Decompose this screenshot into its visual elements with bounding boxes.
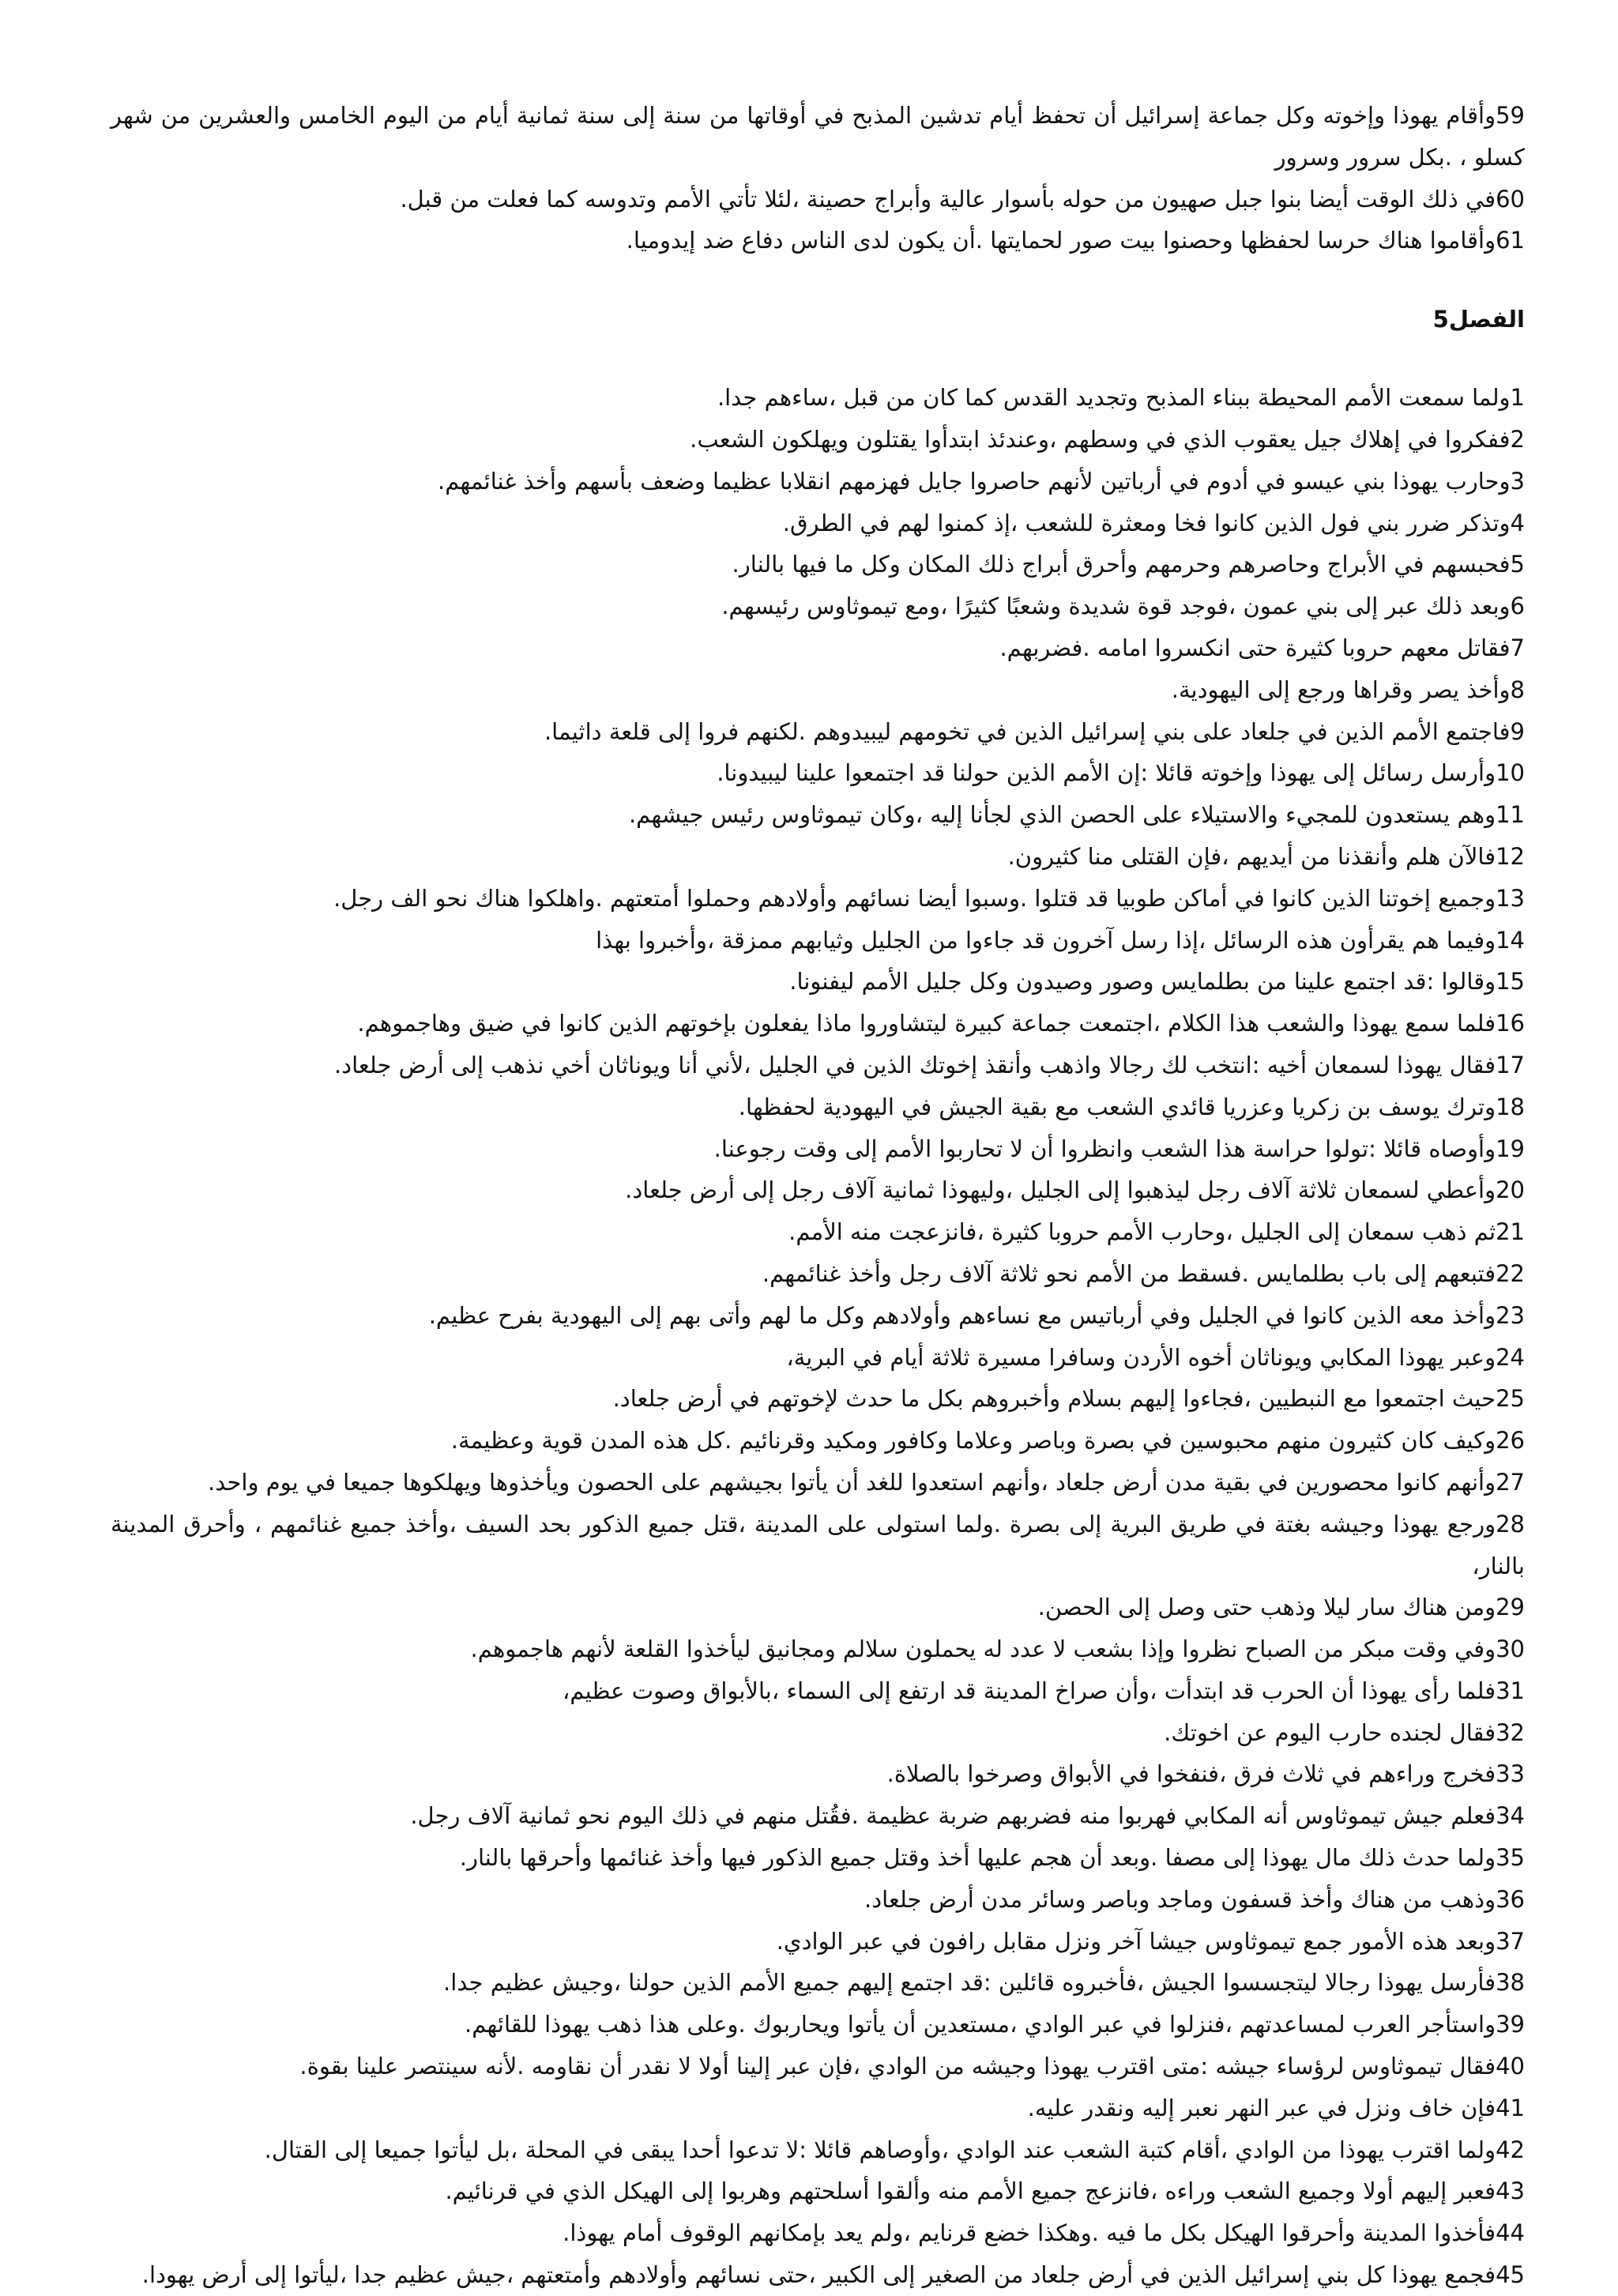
verse-text: فأخذوا المدينة وأحرقوا الهيكل بكل ما فيه .وهكذا خضع قرنايم ،ولم يعد بإمكانهم الوقوف أمام يهوذا. (563, 2219, 1496, 2247)
verse-number: 5 (1510, 551, 1525, 578)
verse-text: وهم يستعدون للمجيء والاستيلاء على الحصن الذي لجأنا إليه ،وكان تيموثاوس رئيس جيشهم. (628, 801, 1496, 829)
verse-10 (111, 752, 1525, 794)
verse-number: 4 (1510, 509, 1525, 536)
verse-34 (111, 1795, 1525, 1837)
verse-59 (111, 95, 1525, 179)
verse-3 (111, 461, 1525, 502)
verse-42 (111, 2129, 1525, 2171)
verse-21 (111, 1211, 1525, 1253)
verse-number: 42 (1496, 2136, 1525, 2163)
verse-text: ففكروا في إهلاك جيل يعقوب الذي في وسطهم ،وعندئذ ابتدأوا يقتلون ويهلكون الشعب. (690, 425, 1511, 453)
verse-number: 3 (1510, 467, 1525, 495)
verse-number: 9 (1510, 717, 1525, 745)
verse-text: فخرج وراءهم في ثلاث فرق ،فنفخوا في الأبواق وصرخوا بالصلاة. (886, 1760, 1496, 1788)
verse-number: 26 (1496, 1427, 1525, 1455)
verse-23 (111, 1295, 1525, 1337)
verse-number: 28 (1496, 1510, 1525, 1538)
verse-number: 24 (1496, 1343, 1525, 1371)
verse-18 (111, 1086, 1525, 1128)
verse-25 (111, 1378, 1525, 1420)
verse-8 (111, 669, 1525, 711)
verse-text: فتبعهم إلى باب بطلمايس .فسقط من الأمم نحو ثلاثة آلاف رجل وأخذ غنائمهم. (762, 1259, 1496, 1287)
verse-13 (111, 878, 1525, 920)
verse-45 (111, 2254, 1525, 2296)
verse-number: 25 (1496, 1385, 1525, 1413)
verse-text: حيث اجتمعوا مع النبطيين ،فجاءوا إليهم بسلام وأخبروهم بكل ما حدث لإخوتهم في أرض جلعاد. (612, 1385, 1496, 1413)
verse-number: 11 (1496, 801, 1525, 829)
verse-number: 6 (1510, 593, 1525, 620)
verse-text: وأعطي لسمعان ثلاثة آلاف رجل ليذهبوا إلى الجليل ،وليهوذا ثمانية آلاف رجل إلى أرض جلعاد. (625, 1176, 1496, 1204)
verse-number: 23 (1496, 1301, 1525, 1329)
verse-number: 31 (1496, 1677, 1525, 1704)
verse-text: وترك يوسف بن زكريا وعزريا قائدي الشعب مع بقية الجيش في اليهودية لحفظها. (738, 1093, 1496, 1120)
verse-40 (111, 2046, 1525, 2087)
verse-text: وأخذ معه الذين كانوا في الجليل وفي أرباتيس مع نساءهم وأولادهم وكل ما لهم وأتى بهم إلى اليهودية بفرح عظيم. (428, 1301, 1496, 1329)
verse-number: 29 (1496, 1594, 1525, 1621)
verse-38 (111, 1962, 1525, 2004)
verse-4 (111, 502, 1525, 544)
verse-number: 39 (1496, 2011, 1525, 2038)
chapter-number: 5 (1432, 306, 1449, 333)
verse-text: فقال لجنده حارب اليوم عن اخوتك. (1164, 1718, 1496, 1746)
verse-number: 15 (1496, 968, 1525, 996)
verse-32 (111, 1712, 1525, 1754)
verse-number: 36 (1496, 1885, 1525, 1913)
verse-text: وأرسل رسائل إلى يهوذا وإخوته قائلا :إن الأمم الذين حولنا قد اجتمعوا علينا ليبيدونا. (717, 759, 1496, 787)
verse-text: وأقام يهوذا وإخوته وكل جماعة إسرائيل أن تحفظ أيام تدشين المذبح في أوقاتها من سنة إلى سنة ثمانية أيام من اليوم الخامس والعشرين من شهر كسلو ، .بكل سرور وسرور (111, 102, 1525, 171)
verse-text: وفيما هم يقرأون هذه الرسائل ،إذا رسل آخرون قد جاءوا من الجليل وثيابهم ممزقة ،وأخبروا بهذا (596, 926, 1496, 954)
verse-number: 21 (1496, 1218, 1525, 1246)
verse-5 (111, 544, 1525, 585)
verse-36 (111, 1879, 1525, 1921)
verse-number: 2 (1510, 425, 1525, 453)
verse-text: فأرسل يهوذا رجالا ليتجسسوا الجيش ،فأخبروه قائلين :قد اجتمع إليهم جميع الأمم الذين حولنا ،وجيش عظيم جدا. (443, 1969, 1496, 1997)
chapter-label: الفصل (1448, 306, 1525, 333)
verse-text: فقال يهوذا لسمعان أخيه :انتخب لك رجالا واذهب وأنقذ إخوتك الذين في الجليل ،لأني أنا ويوناثان أخي نذهب إلى أرض جلعاد. (333, 1051, 1496, 1078)
verse-text: فعلم جيش تيموثاوس أنه المكابي فهربوا منه فضربهم ضربة عظيمة .فقُتل منهم في ذلك اليوم نحو ثمانية آلاف رجل. (410, 1802, 1496, 1830)
verse-number: 35 (1496, 1844, 1525, 1872)
verse-text: وأوصاه قائلا :تولوا حراسة هذا الشعب وانظروا أن لا تحاربوا الأمم إلى وقت رجوعنا. (713, 1135, 1496, 1162)
verse-text: فقال تيموثاوس لرؤساء جيشه :متى اقترب يهوذا وجيشه من الوادي ،فإن عبر إلينا أولا لا نقدر أن نقاومه .لأنه سينتصر علينا بقوة. (299, 2053, 1496, 2080)
verse-1 (111, 377, 1525, 419)
top-verses (111, 95, 1525, 262)
verse-text: واستأجر العرب لمساعدتهم ،فنزلوا في عبر الوادي ،مستعدين أن يأتوا ويحاربوك .وعلى هذا ذهب يهوذا للقائهم. (465, 2011, 1496, 2038)
verse-7 (111, 627, 1525, 669)
verse-number: 7 (1510, 634, 1525, 661)
verse-39 (111, 2004, 1525, 2046)
verse-text: ومن هناك سار ليلا وذهب حتى وصل إلى الحصن. (1037, 1594, 1496, 1621)
verse-61 (111, 220, 1525, 262)
verse-60 (111, 179, 1525, 220)
verse-text: فاجتمع الأمم الذين في جلعاد على بني إسرائيل الذين في تخومهم ليبيدوهم .لكنهم فروا إلى قلعة داثيما. (544, 717, 1511, 745)
verse-text: فقاتل معهم حروبا كثيرة حتى انكسروا امامه .فضربهم. (999, 634, 1511, 661)
verse-17 (111, 1044, 1525, 1086)
verse-35 (111, 1837, 1525, 1879)
verse-31 (111, 1670, 1525, 1712)
verse-28 (111, 1504, 1525, 1587)
verse-number: 61 (1496, 227, 1525, 254)
verse-number: 18 (1496, 1093, 1525, 1120)
verse-number: 20 (1496, 1176, 1525, 1204)
verse-20 (111, 1169, 1525, 1211)
verse-text: وحارب يهوذا بني عيسو في أدوم في أرباتين لأنهم حاصروا جايل فهزمهم انقلابا عظيما وضعف بأسهم وأخذ غنائمهم. (437, 467, 1511, 495)
verse-number: 37 (1496, 1927, 1525, 1955)
verse-text: وتذكر ضرر بني فول الذين كانوا فخا ومعثرة للشعب ،إذ كمنوا لهم في الطرق. (782, 509, 1511, 536)
verse-33 (111, 1753, 1525, 1795)
verse-number: 60 (1496, 185, 1525, 213)
verse-text: وعبر يهوذا المكابي ويوناثان أخوه الأردن وسافرا مسيرة ثلاثة أيام في البرية، (786, 1343, 1496, 1371)
verse-text: وفي وقت مبكر من الصباح نظروا وإذا بشعب لا عدد له يحملون سلالم ومجانيق ليأخذوا القلعة لأنهم هاجموهم. (470, 1635, 1496, 1663)
verse-29 (111, 1586, 1525, 1628)
verse-text: وبعد هذه الأمور جمع تيموثاوس جيشا آخر ونزل مقابل رافون في عبر الوادي. (776, 1927, 1496, 1955)
verse-text: ولما اقترب يهوذا من الوادي ،أقام كتبة الشعب عند الوادي ،وأوصاهم قائلا :لا تدعوا أحدا يبقى في المحلة ،بل ليأتوا جميعا إلى القتال. (264, 2136, 1496, 2163)
verse-number: 33 (1496, 1760, 1525, 1788)
verse-43 (111, 2170, 1525, 2212)
chapter-heading (111, 299, 1525, 340)
verse-22 (111, 1253, 1525, 1295)
verse-number: 44 (1496, 2219, 1525, 2247)
verse-number: 41 (1496, 2094, 1525, 2121)
verse-text: وكيف كان كثيرون منهم محبوسين في بصرة وباصر وعلاما وكافور ومكيد وقرنائيم .كل هذه المدن قوية وعظيمة. (450, 1427, 1496, 1455)
verse-text: وجميع إخوتنا الذين كانوا في أماكن طوبيا قد قتلوا .وسبوا أيضا نسائهم وأولادهم وحملوا أمتعتهم .واهلكوا هناك نحو الف رجل. (333, 884, 1496, 912)
verse-text: فالآن هلم وأنقذنا من أيديهم ،فإن القتلى منا كثيرون. (1007, 842, 1496, 870)
verse-text: فعبر إليهم أولا وجميع الشعب وراءه ،فانزعج جميع الأمم منه وألقوا أسلحتهم وهربوا إلى الهيكل الذي في قرنائيم. (445, 2177, 1496, 2205)
verse-number: 12 (1496, 842, 1525, 870)
verse-14 (111, 920, 1525, 962)
verse-44 (111, 2212, 1525, 2254)
verse-37 (111, 1921, 1525, 1963)
verse-number: 1 (1510, 384, 1525, 412)
verse-41 (111, 2087, 1525, 2129)
verse-text: فجمع يهوذا كل بني إسرائيل الذين في أرض جلعاد من الصغير إلى الكبير ،حتى نسائهم وأولادهم وأمتعتهم ،جيش عظيم جدا ،ليأتوا إلى أرض يهودا. (141, 2261, 1496, 2289)
verse-24 (111, 1337, 1525, 1379)
verse-text: في ذلك الوقت أيضا بنوا جبل صهيون من حوله بأسوار عالية وأبراج حصينة ،لئلا تأتي الأمم وتدوسه كما فعلت من قبل. (400, 185, 1496, 213)
verse-text: وأقاموا هناك حرسا لحفظها وحصنوا بيت صور لحمايتها .أن يكون لدى الناس دفاع ضد إيدوميا. (626, 227, 1496, 254)
verse-6 (111, 585, 1525, 627)
verse-number: 38 (1496, 1969, 1525, 1997)
verse-text: ورجع يهوذا وجيشه بغتة في طريق البرية إلى بصرة .ولما استولى على المدينة ،قتل جميع الذكور بحد السيف ،وأخذ جميع غنائمهم ، وأحرق المدينة بالنار، (111, 1510, 1525, 1579)
verse-number: 14 (1496, 926, 1525, 954)
verse-number: 45 (1496, 2261, 1525, 2289)
verse-text: وبعد ذلك عبر إلى بني عمون ،فوجد قوة شديدة وشعبًا كثيرًا ،ومع تيموثاوس رئيسهم. (721, 593, 1511, 620)
verse-text: ولما سمعت الأمم المحيطة ببناء المذبح وتجديد القدس كما كان من قبل ،ساءهم جدا. (717, 384, 1511, 412)
verse-number: 22 (1496, 1259, 1525, 1287)
verse-number: 19 (1496, 1135, 1525, 1162)
verse-26 (111, 1420, 1525, 1462)
verse-text: وأنهم كانوا محصورين في بقية مدن أرض جلعاد ،وأنهم استعدوا للغد أن يأتوا بجيشهم على الحصون ويأخذوها ويهلكوها جميعا في يوم واحد. (208, 1468, 1496, 1496)
verse-number: 13 (1496, 884, 1525, 912)
verse-15 (111, 961, 1525, 1003)
verse-number: 8 (1510, 676, 1525, 703)
verse-27 (111, 1462, 1525, 1504)
verse-11 (111, 794, 1525, 836)
verse-list (111, 377, 1525, 2296)
verse-number: 17 (1496, 1051, 1525, 1078)
verse-text: ثم ذهب سمعان إلى الجليل ،وحارب الأمم حروبا كثيرة ،فانزعجت منه الأمم. (788, 1218, 1496, 1246)
verse-number: 32 (1496, 1718, 1525, 1746)
verse-text: فإن خاف ونزل في عبر النهر نعبر إليه ونقدر عليه. (1027, 2094, 1496, 2121)
document-page (111, 95, 1525, 2296)
verse-number: 34 (1496, 1802, 1525, 1830)
verse-text: وأخذ يصر وقراها ورجع إلى اليهودية. (1171, 676, 1511, 703)
verse-text: وذهب من هناك وأخذ قسفون وماجد وباصر وسائر مدن أرض جلعاد. (864, 1885, 1496, 1913)
verse-19 (111, 1128, 1525, 1170)
verse-9 (111, 711, 1525, 753)
verse-number: 30 (1496, 1635, 1525, 1663)
verse-text: وقالوا :قد اجتمع علينا من بطلمايس وصور وصيدون وكل جليل الأمم ليفنونا. (789, 968, 1496, 996)
verse-number: 43 (1496, 2177, 1525, 2205)
verse-number: 10 (1496, 759, 1525, 787)
verse-number: 27 (1496, 1468, 1525, 1496)
verse-12 (111, 836, 1525, 878)
verse-16 (111, 1003, 1525, 1044)
verse-number: 40 (1496, 2053, 1525, 2080)
verse-text: ولما حدث ذلك مال يهوذا إلى مصفا .وبعد أن هجم عليها أخذ وقتل جميع الذكور فيها وأخذ غنائمها وأحرقها بالنار. (459, 1844, 1496, 1872)
verse-number: 16 (1496, 1010, 1525, 1037)
verse-30 (111, 1628, 1525, 1670)
verse-text: فلما رأى يهوذا أن الحرب قد ابتدأت ،وأن صراخ المدينة قد ارتفع إلى السماء ،بالأبواق وصوت عظيم، (562, 1677, 1496, 1704)
verse-text: فحبسهم في الأبراج وحاصرهم وحرمهم وأحرق أبراج ذلك المكان وكل ما فيها بالنار. (732, 551, 1511, 578)
verse-text: فلما سمع يهوذا والشعب هذا الكلام ،اجتمعت جماعة كبيرة ليتشاوروا ماذا يفعلون بإخوتهم الذين كانوا في ضيق وهاجموهم. (357, 1010, 1496, 1037)
verse-number: 59 (1496, 102, 1525, 129)
verse-2 (111, 419, 1525, 461)
